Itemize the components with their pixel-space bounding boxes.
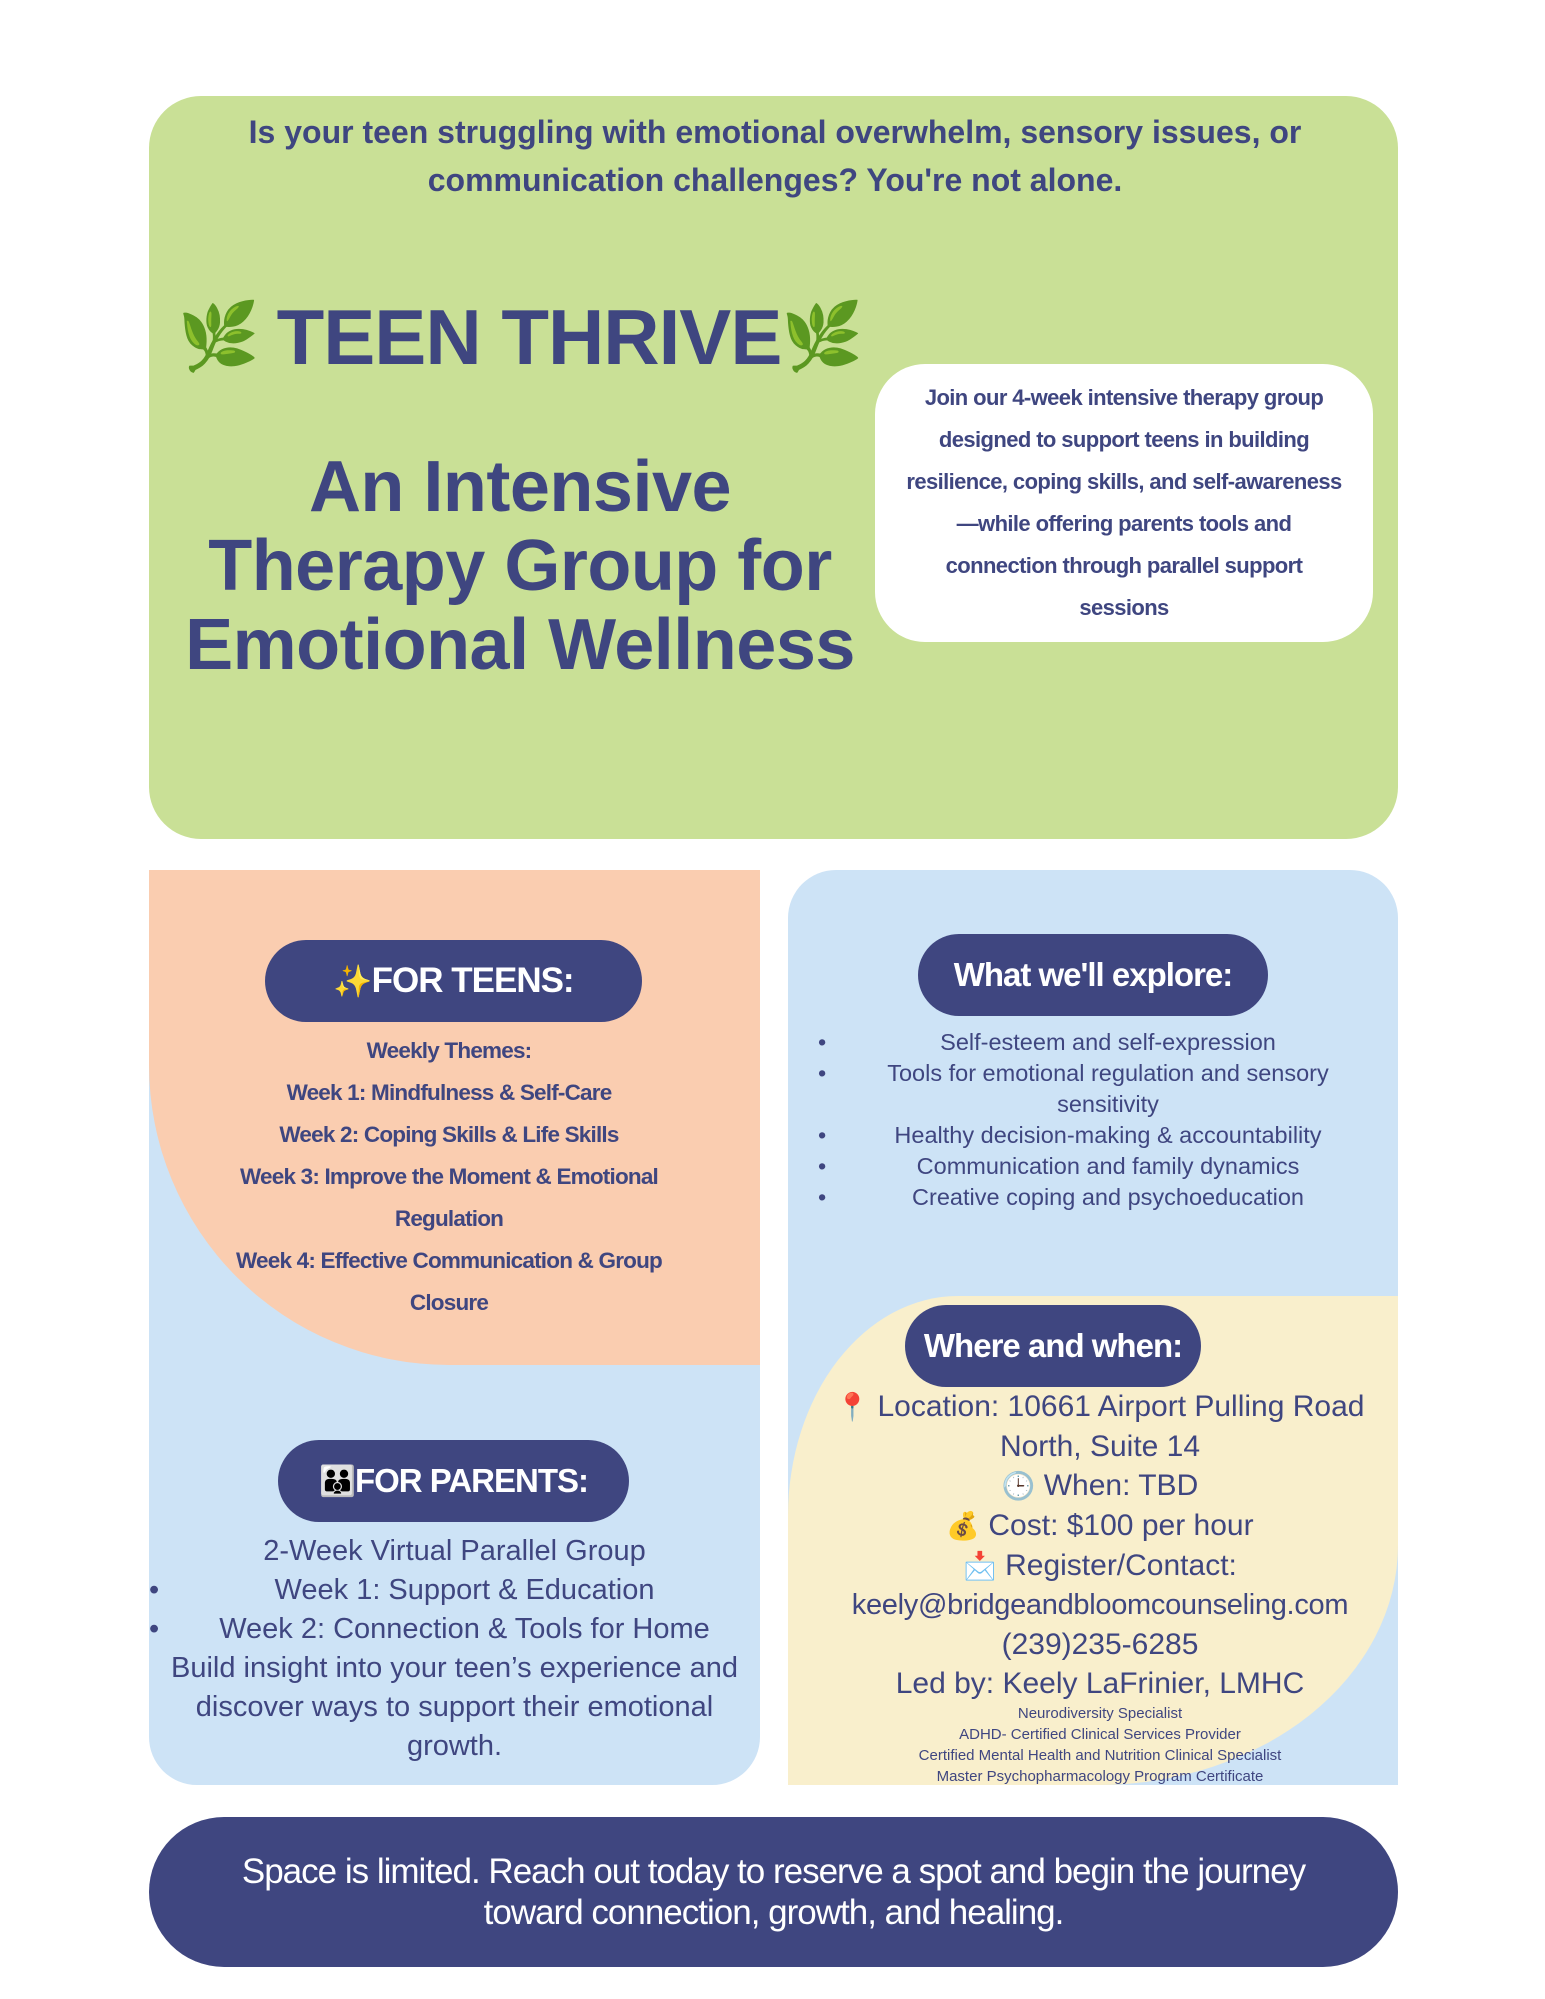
explore-item: • Healthy decision-making & accountability bbox=[818, 1120, 1368, 1151]
when-text: When: TBD bbox=[1043, 1469, 1199, 1502]
parents-bullet: • Week 2: Connection & Tools for Home bbox=[149, 1610, 760, 1649]
explore-item: • Creative coping and psychoeducation bbox=[818, 1182, 1368, 1213]
branch-icon: 🌿 bbox=[781, 299, 863, 373]
parents-closing: Build insight into your teen’s experience and discover ways to support their emotional growth. bbox=[171, 1652, 738, 1762]
credential: ADHD- Certified Clinical Services Provider bbox=[959, 1726, 1241, 1743]
teens-themes bbox=[209, 1030, 689, 1324]
theme-item: Week 1: Mindfulness & Self-Care bbox=[286, 1080, 612, 1105]
program-title bbox=[160, 282, 880, 392]
where-details bbox=[800, 1387, 1400, 1787]
parents-bullet: • Week 1: Support & Education bbox=[149, 1571, 760, 1610]
hero-question: Is your teen struggling with emotional overwhelm, sensory issues, or communication challenges? You're not alone. bbox=[248, 114, 1302, 198]
location-text: Location: 10661 Airport Pulling Road North, Suite 14 bbox=[877, 1390, 1365, 1463]
where-heading: Where and when: bbox=[905, 1305, 1201, 1387]
explore-item: • Communication and family dynamics bbox=[818, 1151, 1368, 1182]
themes-label: Weekly Themes: bbox=[366, 1038, 532, 1063]
credential: Certified Mental Health and Nutrition Clinical Specialist bbox=[918, 1747, 1282, 1764]
envelope-icon: 📩 bbox=[963, 1551, 997, 1581]
teens-heading bbox=[265, 940, 642, 1022]
explore-item: • Self-esteem and self-expression bbox=[818, 1027, 1368, 1058]
theme-item: Week 2: Coping Skills & Life Skills bbox=[279, 1122, 619, 1147]
clock-icon: 🕒 bbox=[1001, 1471, 1036, 1501]
pin-icon: 📍 bbox=[835, 1392, 870, 1422]
branch-icon: 🌿 bbox=[177, 299, 259, 373]
credential: Neurodiversity Specialist bbox=[1017, 1705, 1183, 1722]
sparkles-icon: ✨ bbox=[333, 962, 372, 999]
teens-heading-text: FOR TEENS: bbox=[371, 961, 574, 1000]
phone-link[interactable]: (239)235-6285 bbox=[1001, 1628, 1199, 1661]
family-icon: 👪 bbox=[318, 1464, 355, 1498]
title-text: TEEN THRIVE bbox=[276, 292, 782, 381]
subtitle-line: An Intensive bbox=[308, 447, 732, 527]
parents-details bbox=[149, 1532, 760, 1766]
cta-banner bbox=[149, 1817, 1398, 1967]
parents-heading bbox=[278, 1440, 629, 1522]
leader-name: Led by: Keely LaFrinier, LMHC bbox=[895, 1667, 1305, 1700]
intro-card bbox=[875, 364, 1373, 642]
cost-text: Cost: $100 per hour bbox=[988, 1509, 1254, 1542]
intro-text: Join our 4-week intensive therapy group designed to support teens in building resilience, coping skills, and self-awareness—while offering parents tools and connection through parallel support sessions bbox=[906, 385, 1342, 620]
explore-item: • Tools for emotional regulation and sensory sensitivity bbox=[818, 1058, 1368, 1120]
subtitle-line: Emotional Wellness bbox=[185, 605, 855, 685]
subtitle-line: Therapy Group for bbox=[208, 526, 832, 606]
money-bag-icon: 💰 bbox=[946, 1511, 981, 1541]
email-link[interactable]: keely@bridgeandbloomcounseling.com bbox=[851, 1589, 1349, 1621]
left-column bbox=[149, 870, 760, 1785]
program-subtitle bbox=[150, 448, 890, 685]
theme-item: Week 4: Effective Communication & Group Closure bbox=[236, 1248, 662, 1315]
credentials bbox=[800, 1703, 1400, 1787]
explore-list bbox=[818, 1027, 1368, 1213]
parents-heading-text: FOR PARENTS: bbox=[354, 1462, 589, 1499]
register-label: Register/Contact: bbox=[1005, 1549, 1237, 1582]
parents-intro: 2-Week Virtual Parallel Group bbox=[263, 1535, 646, 1567]
theme-item: Week 3: Improve the Moment & Emotional Regulation bbox=[239, 1164, 658, 1231]
cta-text: Space is limited. Reach out today to reserve a spot and begin the journey toward connection, growth, and healing. bbox=[241, 1852, 1306, 1932]
explore-heading: What we'll explore: bbox=[918, 934, 1268, 1016]
credential: Master Psychopharmacology Program Certificate bbox=[936, 1768, 1264, 1785]
